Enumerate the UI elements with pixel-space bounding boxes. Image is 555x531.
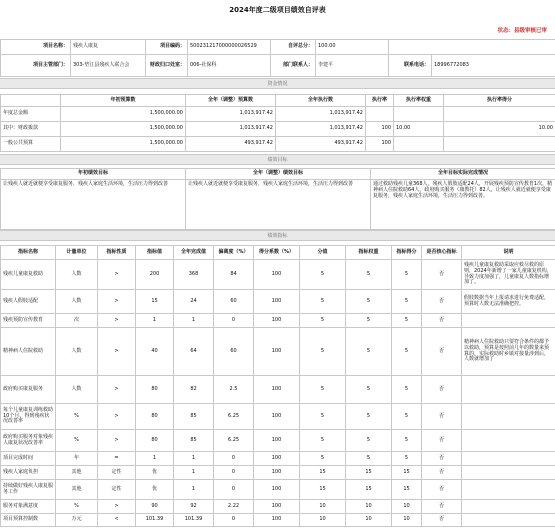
ind-actual: 1 [174, 466, 214, 480]
ind-note: 假肢数据当年上报请求进行免费适配，预算时人数无法准确把控。 [462, 290, 555, 314]
phone-label: 联系电话： [389, 55, 432, 77]
goals-table [0, 168, 555, 230]
ind-dev: 60 [214, 290, 254, 314]
ind-weight: 5 [346, 430, 392, 452]
ind-header-weight: 指标权重 [346, 246, 392, 260]
funds-row-executed: 493,917.42 [276, 137, 366, 152]
ind-actual: 101.39 [174, 514, 214, 527]
ind-target: 1 [136, 452, 174, 466]
ind-name: 残疾预防宣传教育 [1, 314, 56, 328]
ind-weight: 5 [346, 452, 392, 466]
ind-nature: < [98, 514, 136, 527]
ind-nature: 定性 [98, 480, 136, 500]
ind-name: 每个儿童康复训练救助10个月，得到残疾状况改善率 [1, 404, 56, 430]
ind-coef: 100 [254, 430, 300, 452]
funds-row-adjusted: 1,013,917.42 [186, 107, 276, 122]
ind-name: 残疾人假肢适配 [1, 290, 56, 314]
fiscal-label: 财政归口处室： [146, 55, 188, 77]
ind-note [462, 480, 555, 500]
ind-score: 5 [392, 404, 422, 430]
ind-core: 否 [422, 260, 462, 290]
ind-weight: 15 [346, 466, 392, 480]
funds-row-score: 10.00 [444, 122, 555, 137]
ind-note [462, 466, 555, 480]
ind-header-coef: 得分系数（%） [254, 246, 300, 260]
funds-row-score [444, 137, 555, 152]
funds-table [0, 94, 555, 152]
ind-header-target: 指标值 [136, 246, 174, 260]
ind-coef: 100 [254, 260, 300, 290]
ind-note: 残疾儿童康复救助采取应救尽救的原则，2024年新增了一家儿童康复机构，导致力度加强了，儿童康复人数指标增加了。 [462, 260, 555, 290]
ind-points: 5 [300, 430, 346, 452]
funds-row-budget: 1,500,000.00 [61, 107, 186, 122]
ind-coef: 100 [254, 452, 300, 466]
ind-nature: 定性 [98, 466, 136, 480]
contact-value: 李建平 [316, 55, 389, 77]
ind-unit: 万元 [56, 514, 98, 527]
table-row [1, 452, 555, 466]
ind-note [462, 314, 555, 328]
ind-points: 5 [300, 314, 346, 328]
funds-row-executed: 1,013,917.42 [276, 122, 366, 137]
ind-score: 5 [392, 376, 422, 404]
ind-target: 90 [136, 500, 174, 514]
ind-score: 15 [392, 466, 422, 480]
ind-coef: 100 [254, 514, 300, 527]
funds-header-adjusted: 全年（调整）预算数 [186, 95, 276, 107]
funds-row-weight [394, 107, 444, 122]
ind-header-name: 指标名称 [1, 246, 56, 260]
ind-unit: % [56, 430, 98, 452]
ind-coef: 100 [254, 314, 300, 328]
ind-target: 200 [136, 260, 174, 290]
funds-row-budget: 1,500,000.00 [61, 122, 186, 137]
ind-unit: % [56, 404, 98, 430]
indicators-section-header: 绩效指标 [0, 230, 555, 241]
contact-label: 部门联系人： [271, 55, 316, 77]
table-row [1, 314, 555, 328]
funds-header-executed: 全年执行数 [276, 95, 366, 107]
goals-adjusted-text: 让残疾人就近就便享受康复服务，残疾人家庭生活环境，生活压力得到改善 [186, 180, 371, 230]
ind-actual: 85 [174, 404, 214, 430]
ind-dev: 60 [214, 328, 254, 376]
phone-value: 18996772083 [432, 55, 555, 77]
goals-section-header: 绩效目标 [0, 154, 555, 165]
ind-note [462, 452, 555, 466]
table-row [1, 430, 555, 452]
ind-dev: 0 [214, 314, 254, 328]
ind-name: 政府购买服务对象残疾人康复状况改善率 [1, 430, 56, 452]
goals-header-adjusted: 全年（调整）绩效目标 [186, 169, 371, 180]
funds-row-rate: 100 [366, 137, 394, 152]
ind-header-unit: 计量单位 [56, 246, 98, 260]
project-code-label: 项目编码： [146, 40, 188, 55]
ind-weight: 10 [346, 500, 392, 514]
ind-score: 5 [392, 290, 422, 314]
ind-points: 15 [300, 466, 346, 480]
table-row [1, 480, 555, 500]
ind-weight: 5 [346, 290, 392, 314]
ind-actual: 64 [174, 328, 214, 376]
ind-note: 精神病人住院救助只要符合条件的都予以救助，预算是按照前几年的数量来预算的，实际救助时乡镇对接量涉到后，人数就增加了 [462, 328, 555, 376]
table-row [1, 466, 555, 480]
funds-row [1, 137, 555, 152]
ind-actual: 92 [174, 500, 214, 514]
funds-row [1, 107, 555, 122]
funds-header-weight: 执行率权重 [394, 95, 444, 107]
ind-points: 5 [300, 376, 346, 404]
funds-row-score [444, 107, 555, 122]
ind-score: 10 [392, 514, 422, 527]
ind-points: 5 [300, 404, 346, 430]
ind-points: 5 [300, 328, 346, 376]
ind-score: 10 [392, 500, 422, 514]
ind-core: 否 [422, 480, 462, 500]
ind-note [462, 514, 555, 527]
ind-weight: 15 [346, 480, 392, 500]
table-row [1, 290, 555, 314]
ind-points: 10 [300, 500, 346, 514]
ind-name: 项目完成时间 [1, 452, 56, 466]
ind-actual: 85 [174, 430, 214, 452]
goals-header-initial: 年初绩效目标 [1, 169, 186, 180]
ind-actual: 24 [174, 290, 214, 314]
ind-name: 残疾人家庭负担 [1, 466, 56, 480]
funds-row-weight: 10.00 [394, 122, 444, 137]
ind-weight: 5 [346, 376, 392, 404]
ind-name: 持续做好残疾人康复服务工作 [1, 480, 56, 500]
ind-points: 5 [300, 260, 346, 290]
ind-header-nature: 指标性质 [98, 246, 136, 260]
ind-note [462, 404, 555, 430]
ind-target: 40 [136, 328, 174, 376]
ind-coef: 100 [254, 328, 300, 376]
ind-target: 1 [136, 314, 174, 328]
ind-dev: 84 [214, 260, 254, 290]
ind-name: 精神病人住院救助 [1, 328, 56, 376]
project-name-value: 残疾人康复 [71, 40, 146, 55]
ind-target: 80 [136, 430, 174, 452]
ind-header-core: 是否核心指标 [422, 246, 462, 260]
ind-nature: > [98, 404, 136, 430]
funds-row-weight [394, 137, 444, 152]
ind-header-actual: 全年完成值 [174, 246, 214, 260]
funds-row-budget: 1,500,000.00 [61, 137, 186, 152]
ind-core: 否 [422, 452, 462, 466]
ind-dev: 0 [214, 466, 254, 480]
ind-score: 5 [392, 260, 422, 290]
ind-target: 15 [136, 290, 174, 314]
ind-points: 5 [300, 452, 346, 466]
ind-nature: > [98, 260, 136, 290]
ind-coef: 100 [254, 466, 300, 480]
page-title: 2024年度二级项目绩效自评表 [229, 6, 326, 14]
funds-row-rate: 100 [366, 122, 394, 137]
funds-row-executed: 1,013,917.42 [276, 107, 366, 122]
table-row [1, 514, 555, 527]
table-row [1, 404, 555, 430]
ind-score: 5 [392, 430, 422, 452]
ind-score: 5 [392, 452, 422, 466]
ind-header-score: 指标得分 [392, 246, 422, 260]
ind-actual: 82 [174, 376, 214, 404]
ind-score: 5 [392, 328, 422, 376]
ind-target: 80 [136, 404, 174, 430]
dept-value: 303-垫江县残疾人联合会 [71, 55, 146, 77]
ind-dev: 6.25 [214, 430, 254, 452]
table-row [1, 376, 555, 404]
ind-weight: 5 [346, 260, 392, 290]
ind-core: 否 [422, 314, 462, 328]
ind-core: 否 [422, 466, 462, 480]
ind-actual: 1 [174, 452, 214, 466]
ind-target: 优 [136, 466, 174, 480]
ind-dev: 2.22 [214, 500, 254, 514]
ind-header-dev: 偏离度（%） [214, 246, 254, 260]
ind-weight: 10 [346, 514, 392, 527]
ind-core: 否 [422, 404, 462, 430]
ind-core: 否 [422, 500, 462, 514]
ind-core: 否 [422, 328, 462, 376]
funds-row-adjusted: 493,917.42 [186, 137, 276, 152]
indicators-table [0, 245, 555, 527]
ind-dev: 0 [214, 480, 254, 500]
ind-name: 项目预算控制数 [1, 514, 56, 527]
ind-unit: % [56, 500, 98, 514]
ind-name: 残疾儿童康复救助 [1, 260, 56, 290]
ind-unit: 其他 [56, 466, 98, 480]
status-badge: 状态：县级审核已审 [497, 28, 547, 34]
funds-row-name: 其中：财政拨款 [1, 122, 61, 137]
table-row [1, 500, 555, 514]
ind-core: 否 [422, 430, 462, 452]
ind-score: 5 [392, 314, 422, 328]
ind-name: 政府购买康复服务 [1, 376, 56, 404]
ind-dev: 0 [214, 514, 254, 527]
project-name-label: 项目名称： [1, 40, 71, 55]
ind-points: 5 [300, 290, 346, 314]
ind-unit: 年 [56, 452, 98, 466]
funds-row-adjusted: 1,013,917.42 [186, 122, 276, 137]
ind-unit: 人数 [56, 328, 98, 376]
ind-actual: 368 [174, 260, 214, 290]
ind-points: 15 [300, 480, 346, 500]
project-code-value: 500231217000000026529 [188, 40, 271, 55]
goals-actual-text: 通过救助残疾儿童368人，残疾人假肢适配24人，开展残疾预防宣传教育1次，精神病人住院救助64人，政府购买服务（康教托）82人，让残疾人就近就便享受康复服务，残疾人家庭生活环境，生活压力得到改善。 [371, 180, 555, 230]
ind-core: 否 [422, 376, 462, 404]
ind-weight: 5 [346, 328, 392, 376]
ind-name: 服务对象满意度 [1, 500, 56, 514]
ind-dev: 2.5 [214, 376, 254, 404]
ind-core: 否 [422, 514, 462, 527]
ind-note [462, 430, 555, 452]
dept-label: 项目主管部门： [1, 55, 71, 77]
funds-row [1, 122, 555, 137]
ind-unit: 人数 [56, 376, 98, 404]
ind-weight: 5 [346, 314, 392, 328]
ind-weight: 5 [346, 404, 392, 430]
ind-coef: 100 [254, 404, 300, 430]
funds-header-score: 执行率得分 [444, 95, 555, 107]
ind-nature: > [98, 290, 136, 314]
funds-row-rate [366, 107, 394, 122]
ind-target: 优 [136, 480, 174, 500]
score-label: 自评总分： [271, 40, 316, 55]
ind-actual: 1 [174, 314, 214, 328]
goals-initial-text: 让残疾人就近就便享受康复服务，残疾人家庭生活环境，生活压力得到改善 [1, 180, 186, 230]
ind-target: 101.39 [136, 514, 174, 527]
ind-actual: 1 [174, 480, 214, 500]
ind-nature: > [98, 500, 136, 514]
ind-unit: 人数 [56, 290, 98, 314]
table-row [1, 260, 555, 290]
funds-row-name: 年度总金额 [1, 107, 61, 122]
goals-header-actual: 全年目标实际完成情况 [371, 169, 555, 180]
ind-coef: 100 [254, 480, 300, 500]
ind-unit: 次 [56, 314, 98, 328]
ind-dev: 0 [214, 452, 254, 466]
funds-row-name: 一般公共预算 [1, 137, 61, 152]
ind-nature: = [98, 452, 136, 466]
project-info-table [0, 39, 555, 77]
ind-note [462, 376, 555, 404]
ind-nature: > [98, 314, 136, 328]
ind-coef: 100 [254, 500, 300, 514]
ind-dev: 6.25 [214, 404, 254, 430]
ind-target: 80 [136, 376, 174, 404]
ind-coef: 100 [254, 376, 300, 404]
score-value: 100.00 [316, 40, 389, 55]
ind-unit: 其他 [56, 480, 98, 500]
ind-nature: > [98, 376, 136, 404]
funds-header-budget: 年初预算数 [61, 95, 186, 107]
funds-header-rate: 执行率 [366, 95, 394, 107]
ind-coef: 100 [254, 290, 300, 314]
ind-points: 10 [300, 514, 346, 527]
fiscal-value: 006-社保科 [188, 55, 271, 77]
ind-header-note: 说明 [462, 246, 555, 260]
ind-header-points: 分值 [300, 246, 346, 260]
table-row [1, 328, 555, 376]
ind-nature: > [98, 430, 136, 452]
funds-section-header: 资金情况 [0, 78, 555, 89]
ind-score: 15 [392, 480, 422, 500]
ind-unit: 人数 [56, 260, 98, 290]
ind-core: 否 [422, 290, 462, 314]
ind-nature: > [98, 328, 136, 376]
ind-note [462, 500, 555, 514]
